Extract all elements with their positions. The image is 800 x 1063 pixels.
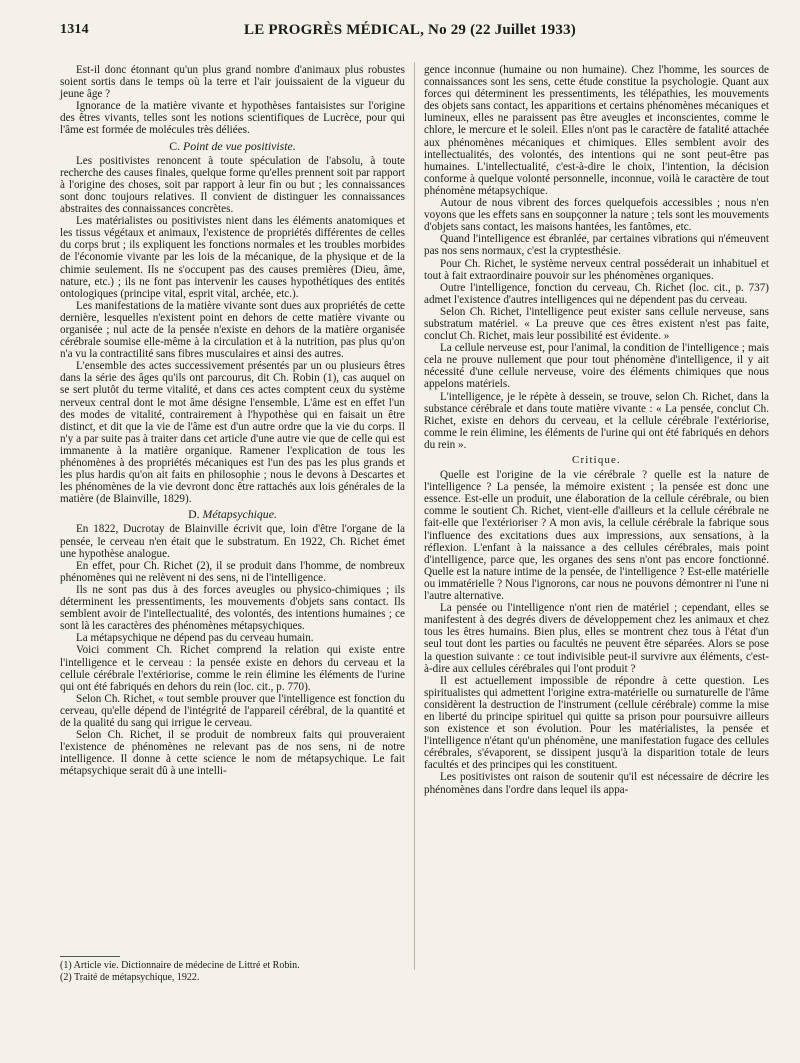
right-column <box>424 64 769 796</box>
paragraph: La cellule nerveuse est, pour l'animal, la condition de l'intelligence ; mais cela ne prouve nullement que pour tout phénomène d'intelligence, il y ait nécessité d'une cellule nerveuse, voire des éléments chimiques que nous appelons matériels. <box>424 342 769 391</box>
section-letter: C. <box>169 138 181 153</box>
paragraph: Autour de nous vibrent des forces quelquefois accessibles ; nous n'en voyons que les effets sans en soupçonner la nature ; tels sont les mouvements d'objets sans contact, les maisons hantées, les fantômes, etc. <box>424 197 769 234</box>
page-number: 1314 <box>60 22 89 37</box>
paragraph: Quand l'intelligence est ébranlée, par certaines vibrations qui n'émeuvent pas nos sens normaux, c'est la cryptesthésie. <box>424 233 769 258</box>
paragraph: Ignorance de la matière vivante et hypothèses fantaisistes sur l'origine des êtres vivants, telles sont les notions scientifiques de Lucrèce, pour qui l'âme est formée de molécules très déliées. <box>60 100 405 137</box>
journal-title: LE PROGRÈS MÉDICAL, No 29 (22 Juillet 1933) <box>244 22 576 38</box>
column-divider <box>414 62 415 970</box>
paragraph: Les matérialistes ou positivistes nient dans les éléments anatomiques et les tissus végétaux et animaux, l'existence de propriétés différentes de celles du corps brut ; ils expliquent les fonctions normales et les troubles morbides de l'économie vivante par les lois de la mécanique, de la physique et de la chimie seulement. Ils ne s'occupent pas des causes premières (Dieu, âme, nature, etc.) ; ils ne font pas intervenir les causes hypothétiques des entités ontologiques (principe vital, esprit vital, archée, etc.). <box>60 215 405 300</box>
paragraph: En effet, pour Ch. Richet (2), il se produit dans l'homme, de nombreux phénomènes qui ne relèvent ni des sens, ni de l'intelligence. <box>60 559 405 584</box>
paragraph: Les positivistes renoncent à toute spéculation de l'absolu, à toute recherche des causes finales, quelque forme qu'elles prennent soit par rapport à l'origine des choses, soit par rapport à leur fin ou but ; les connaissances sont donc toujours relatives. Il convient de distinguer les connaissances abstraites des connaissances concrètes. <box>60 154 405 216</box>
page-header <box>60 22 760 44</box>
paragraph: Est-il donc étonnant qu'un plus grand nombre d'animaux plus robustes soient sortis dans le temps où la terre et l'air jouissaient de la vigueur du jeune âge ? <box>60 64 405 101</box>
left-column <box>60 64 405 777</box>
section-letter: D. <box>188 507 200 522</box>
paragraph: Pour Ch. Richet, le système nerveux central posséderait un inhabituel et tout à fait extraordinaire pouvoir sur les phénomènes organiques. <box>424 257 769 282</box>
section-heading-d <box>60 508 405 520</box>
paragraph: Ils ne sont pas dus à des forces aveugles ou physico-chimiques ; ils déterminent les pressentiments, les mouvements d'objets sans contact. Ils semblent avoir de l'intellectualité, des volontés, des intentions humaines ; ce sont là les caractères des phénomènes métapsychiques. <box>60 583 405 633</box>
paragraph: Selon Ch. Richet, il se produit de nombreux faits qui prouveraient l'existence de phénomènes ne relevant pas de nos sens, ni de notre intelligence. Il donne à cette science le nom de métapsychique. Le fait métapsychique serait dû à une intelli- <box>60 729 405 778</box>
section-heading-critique: Critique. <box>572 454 621 466</box>
section-title: Point de vue positiviste. <box>183 138 296 153</box>
paragraph: Quelle est l'origine de la vie cérébrale ? quelle est la nature de l'intelligence ? La pensée, la mémoire existent ; la pensée est donc une essence. Est-elle un produit, une élaboration de la cellule cérébrale, ou bien comme le soutient Ch. Richet, vient-elle d'ailleurs et la cellule cérébrale ne fait-elle que l'extérioriser ? A mon avis, la cellule cérébrale la fabrique sous l'influence des excitations dues aux impressions, aux sensations, à la réflexion. L'enfant à la naissance a des cellules cérébrales, mais point d'intelligence, parce que, les organes des sens n'ont pas encore fonctionné. Quelle est la nature intime de la pensée, de l'intelligence ? Est-elle matérielle ou immatérielle ? Nous l'ignorons, car nous ne pouvons démontrer ni l'une ni l'autre alternative. <box>424 469 769 603</box>
section-title: Métapsychique. <box>202 507 277 522</box>
section-heading-c <box>60 140 405 152</box>
paragraph: Les positivistes ont raison de soutenir qu'il est nécessaire de décrire les phénomènes dans l'ordre dans lequel ils appa- <box>424 771 769 796</box>
footnote: (2) Traité de métapsychique, 1922. <box>60 972 200 983</box>
paragraph: En 1822, Ducrotay de Blainville écrivit que, loin d'être l'organe de la pensée, le cerveau n'en était que le substratum. En 1922, Ch. Richet émet une hypothèse analogue. <box>60 523 405 560</box>
paragraph: Selon Ch. Richet, l'intelligence peut exister sans cellule nerveuse, sans substratum matériel. « La preuve que ces êtres existent n'est pas faite, conclut Ch. Richet, mais leur possibilité est évidente. » <box>424 305 769 343</box>
paragraph: gence inconnue (humaine ou non humaine). Chez l'homme, les sources de connaissances sont les sens, cette étude constitue la psychologie. Quant aux forces qui déterminent les pressentiments, les télépathies, les mouvements des objets sans contact, les apparitions et certains phénomènes mécaniques et lumineux, elles ne paraissent pas être aveugles et inconscientes, comme le chlore, le mercure et le soleil. Elles n'ont pas le caractère de fatalité attachée aux phénomènes mécaniques et chimiques. Elles semblent avoir des intellectualités, des volontés, des intentions qui ne sont peut-être pas humaines. L'intellectualité, c'est-à-dire le choix, l'intention, la décision conforme à quelque volonté personnelle, inconnue, voilà le caractère de tout phénomène métapsychique. <box>424 64 769 197</box>
paragraph: Voici comment Ch. Richet comprend la relation qui existe entre l'intelligence et le cerveau : la pensée existe en dehors du cerveau et la cellule cérébrale l'extériorise, comme le rein élimine les éléments de l'urine qui ont été fabriqués en dehors du rein (loc. cit., p. 770). <box>60 644 405 693</box>
paragraph: La pensée ou l'intelligence n'ont rien de matériel ; cependant, elles se manifestent à des degrés divers de développement chez les animaux et chez tous les êtres humains. Bien plus, elles se montrent chez tous à l'état d'un seul tout dont les parties ou facultés ne peuvent être séparées. Alors se pose la question suivante : ce tout indivisible peut-il survivre aux éléments, c'est-à-dire aux cellules cérébrales qui l'ont produit ? <box>424 602 769 675</box>
paragraph: Outre l'intelligence, fonction du cerveau, Ch. Richet (loc. cit., p. 737) admet l'existence d'autres intelligences qui ne dépendent pas du cerveau. <box>424 281 769 306</box>
paragraph: Selon Ch. Richet, « tout semble prouver que l'intelligence est fonction du cerveau, qu'elle dépend de l'intégrité de l'appareil cérébral, de la quantité et de la qualité du sang qui irrigue le cerveau. <box>60 692 405 729</box>
paragraph: Il est actuellement impossible de répondre à cette question. Les spiritualistes qui admettent l'origine extra-matérielle ou surnaturelle de l'âme considèrent la destruction de l'instrument (cellule cérébrale) comme la mise en liberté du principe spirituel qui quitte sa prison pour poursuivre ailleurs son existence et son évolution. Pour les matérialistes, la pensée et l'intelligence n'étant qu'un phénomène, une manifestation fugace des cellules cérébrales, s'évaporent, se dissipent jusqu'à la disparition totale de leurs facultés et des principes qui les constituent. <box>424 674 769 772</box>
paragraph: L'ensemble des actes successivement présentés par un ou plusieurs êtres dans la série des âges qu'ils ont parcourus, dit Ch. Robin (1), cas auquel on se sert plutôt du terme vitalité, et dans ces actes comptent ceux du système nerveux central dont le mot âme désigne l'ensemble. L'âme est en effet l'un des modes de vitalité, contrairement à l'hypothèse qui en faisait un être distinct, et dit que la vie de l'âme est d'un autre ordre que la vie du corps. Il n'y a par suite pas à traiter dans cet article d'une autre vie que de celle qui est immanente à la matière organique. Ramener l'explication de tous les phénomènes à des propriétés mécaniques est l'un des pas les plus grands et les plus hardis qu'on ait faits en philosophie ; nous le devons à Descartes et les phénomènes de la vie devront donc être rattachés aux lois générales de la matière (de Blainville, 1829). <box>60 360 405 506</box>
footnote: (1) Article vie. Dictionnaire de médecine de Littré et Robin. <box>60 960 300 971</box>
footnotes <box>60 960 405 984</box>
paragraph: Les manifestations de la matière vivante sont dues aux propriétés de cette dernière, lesquelles n'existent point en dehors de cette matière vivante ou organisée ; nul acte de la pensée n'existe en dehors de la matière organisée cérébrale soumise elle-même à la circulation et à la nutrition, pas plus qu'on n'a vu la contractilité sans fibres musculaires et ainsi des autres. <box>60 299 405 361</box>
footnote-rule <box>60 956 120 957</box>
paragraph: L'intelligence, je le répète à dessein, se trouve, selon Ch. Richet, dans la substance cérébrale et dans toute matière vivante : « La pensée, conclut Ch. Richet, existe en dehors du cerveau, et la cellule cérébrale l'extériorise, comme le rein élimine, les éléments de l'urine qui ont été fabriqués en dehors du rein ». <box>424 390 769 451</box>
paragraph: La métapsychique ne dépend pas du cerveau humain. <box>76 632 314 645</box>
